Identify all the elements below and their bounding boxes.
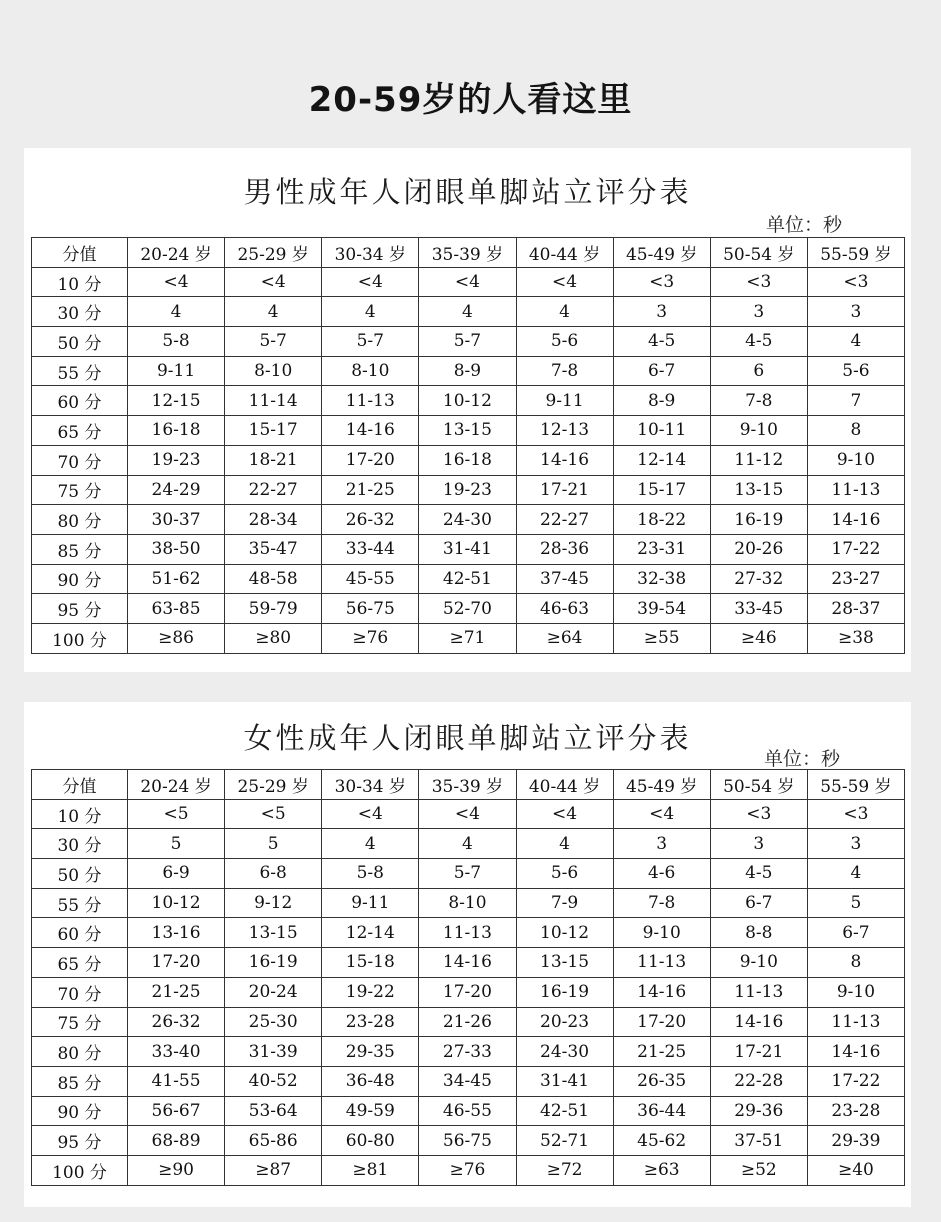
score-cell: 30 分 (32, 297, 128, 327)
seconds-range-cell: ≥87 (225, 1155, 322, 1185)
seconds-range-cell: 31-41 (516, 1066, 613, 1096)
seconds-range-cell: <4 (225, 267, 322, 297)
seconds-range-cell: 14-16 (419, 948, 516, 978)
seconds-range-cell: ≥81 (322, 1155, 419, 1185)
seconds-range-cell: 11-13 (322, 386, 419, 416)
seconds-range-cell: 3 (613, 297, 710, 327)
male-score-panel (24, 148, 911, 672)
seconds-range-cell: <4 (516, 267, 613, 297)
seconds-range-cell: 16-19 (516, 977, 613, 1007)
score-cell: 80 分 (32, 505, 128, 535)
seconds-range-cell: 9-10 (807, 977, 904, 1007)
seconds-range-cell: 5-7 (419, 859, 516, 889)
seconds-range-cell: 27-33 (419, 1037, 516, 1067)
seconds-range-cell: 17-20 (613, 1007, 710, 1037)
seconds-range-cell: 56-75 (322, 594, 419, 624)
seconds-range-cell: 39-54 (613, 594, 710, 624)
score-cell: 60 分 (32, 918, 128, 948)
seconds-range-cell: 45-62 (613, 1126, 710, 1156)
score-cell: 65 分 (32, 948, 128, 978)
seconds-range-cell: 5 (128, 829, 225, 859)
table-row (32, 356, 905, 386)
seconds-range-cell: 23-27 (807, 564, 904, 594)
seconds-range-cell: 8-10 (225, 356, 322, 386)
seconds-range-cell: 3 (710, 829, 807, 859)
seconds-range-cell: 5-6 (807, 356, 904, 386)
seconds-range-cell: 31-41 (419, 534, 516, 564)
seconds-range-cell: 16-19 (225, 948, 322, 978)
score-cell: 90 分 (32, 1096, 128, 1126)
seconds-range-cell: 51-62 (128, 564, 225, 594)
seconds-range-cell: ≥80 (225, 623, 322, 653)
seconds-range-cell: 63-85 (128, 594, 225, 624)
age-group-header: 30-34 岁 (322, 238, 419, 268)
seconds-range-cell: 14-16 (807, 505, 904, 535)
table-header-row (32, 770, 905, 800)
seconds-range-cell: 49-59 (322, 1096, 419, 1126)
male-score-table (31, 237, 905, 654)
seconds-range-cell: 26-32 (128, 1007, 225, 1037)
seconds-range-cell: 5-7 (322, 327, 419, 357)
seconds-range-cell: 9-12 (225, 888, 322, 918)
seconds-range-cell: 19-22 (322, 977, 419, 1007)
seconds-range-cell: <5 (225, 799, 322, 829)
seconds-range-cell: 4 (516, 297, 613, 327)
seconds-range-cell: 35-47 (225, 534, 322, 564)
score-cell: 65 分 (32, 416, 128, 446)
seconds-range-cell: 27-32 (710, 564, 807, 594)
seconds-range-cell: 3 (807, 829, 904, 859)
table-row (32, 534, 905, 564)
seconds-range-cell: 15-18 (322, 948, 419, 978)
seconds-range-cell: 8 (807, 948, 904, 978)
seconds-range-cell: ≥86 (128, 623, 225, 653)
seconds-range-cell: 9-11 (322, 888, 419, 918)
seconds-range-cell: 28-36 (516, 534, 613, 564)
seconds-range-cell: 9-10 (807, 445, 904, 475)
seconds-range-cell: 21-25 (322, 475, 419, 505)
seconds-range-cell: 17-22 (807, 1066, 904, 1096)
female-score-table (31, 769, 905, 1186)
score-cell: 75 分 (32, 475, 128, 505)
seconds-range-cell: 8-9 (419, 356, 516, 386)
seconds-range-cell: <4 (128, 267, 225, 297)
seconds-range-cell: 9-11 (128, 356, 225, 386)
seconds-range-cell: 22-28 (710, 1066, 807, 1096)
seconds-range-cell: 5-7 (225, 327, 322, 357)
table-row (32, 386, 905, 416)
seconds-range-cell: <3 (807, 799, 904, 829)
seconds-range-cell: ≥90 (128, 1155, 225, 1185)
seconds-range-cell: 17-20 (322, 445, 419, 475)
table-row (32, 888, 905, 918)
seconds-range-cell: 8-8 (710, 918, 807, 948)
seconds-range-cell: 6-7 (710, 888, 807, 918)
age-group-header: 30-34 岁 (322, 770, 419, 800)
score-cell: 95 分 (32, 1126, 128, 1156)
seconds-range-cell: 24-29 (128, 475, 225, 505)
age-group-header: 45-49 岁 (613, 770, 710, 800)
female-score-panel (24, 702, 911, 1207)
seconds-range-cell: 7-8 (710, 386, 807, 416)
age-group-header: 50-54 岁 (710, 238, 807, 268)
seconds-range-cell: 6-8 (225, 859, 322, 889)
seconds-range-cell: 36-48 (322, 1066, 419, 1096)
table-row (32, 623, 905, 653)
seconds-range-cell: ≥72 (516, 1155, 613, 1185)
seconds-range-cell: 11-13 (419, 918, 516, 948)
seconds-range-cell: 56-67 (128, 1096, 225, 1126)
seconds-range-cell: 9-10 (710, 416, 807, 446)
seconds-range-cell: 45-55 (322, 564, 419, 594)
seconds-range-cell: 5-8 (128, 327, 225, 357)
seconds-range-cell: 13-15 (419, 416, 516, 446)
seconds-range-cell: 52-71 (516, 1126, 613, 1156)
seconds-range-cell: 46-63 (516, 594, 613, 624)
age-group-header: 25-29 岁 (225, 238, 322, 268)
seconds-range-cell: 13-15 (710, 475, 807, 505)
seconds-range-cell: 42-51 (419, 564, 516, 594)
seconds-range-cell: ≥55 (613, 623, 710, 653)
seconds-range-cell: 8-10 (322, 356, 419, 386)
seconds-range-cell: 34-45 (419, 1066, 516, 1096)
seconds-range-cell: 20-24 (225, 977, 322, 1007)
seconds-range-cell: 12-15 (128, 386, 225, 416)
age-group-header: 55-59 岁 (807, 238, 904, 268)
page-title: 20-59岁的人看这里 (308, 80, 633, 120)
table-row (32, 918, 905, 948)
seconds-range-cell: ≥40 (807, 1155, 904, 1185)
seconds-range-cell: 4 (419, 297, 516, 327)
seconds-range-cell: 15-17 (225, 416, 322, 446)
age-group-header: 40-44 岁 (516, 238, 613, 268)
table-row (32, 416, 905, 446)
seconds-range-cell: 11-13 (807, 475, 904, 505)
seconds-range-cell: <3 (613, 267, 710, 297)
table-row (32, 297, 905, 327)
seconds-range-cell: 13-15 (225, 918, 322, 948)
seconds-range-cell: 52-70 (419, 594, 516, 624)
seconds-range-cell: 14-16 (613, 977, 710, 1007)
seconds-range-cell: 14-16 (322, 416, 419, 446)
seconds-range-cell: 17-21 (710, 1037, 807, 1067)
seconds-range-cell: 25-30 (225, 1007, 322, 1037)
seconds-range-cell: 14-16 (807, 1037, 904, 1067)
seconds-range-cell: 7-8 (613, 888, 710, 918)
seconds-range-cell: 12-14 (613, 445, 710, 475)
seconds-range-cell: 41-55 (128, 1066, 225, 1096)
seconds-range-cell: 24-30 (419, 505, 516, 535)
seconds-range-cell: 32-38 (613, 564, 710, 594)
seconds-range-cell: 6-9 (128, 859, 225, 889)
seconds-range-cell: 4 (807, 327, 904, 357)
seconds-range-cell: 37-45 (516, 564, 613, 594)
seconds-range-cell: 16-18 (128, 416, 225, 446)
seconds-range-cell: 20-26 (710, 534, 807, 564)
score-cell: 90 分 (32, 564, 128, 594)
seconds-range-cell: ≥63 (613, 1155, 710, 1185)
female-unit-label: 单位：秒 (764, 748, 841, 770)
age-group-header: 20-24 岁 (128, 238, 225, 268)
table-row (32, 445, 905, 475)
seconds-range-cell: 19-23 (419, 475, 516, 505)
seconds-range-cell: 4 (516, 829, 613, 859)
table-row (32, 267, 905, 297)
seconds-range-cell: 60-80 (322, 1126, 419, 1156)
seconds-range-cell: 5-7 (419, 327, 516, 357)
seconds-range-cell: 13-15 (516, 948, 613, 978)
age-group-header: 25-29 岁 (225, 770, 322, 800)
seconds-range-cell: 14-16 (710, 1007, 807, 1037)
table-row (32, 594, 905, 624)
seconds-range-cell: 29-35 (322, 1037, 419, 1067)
seconds-range-cell: 9-11 (516, 386, 613, 416)
score-cell: 85 分 (32, 1066, 128, 1096)
seconds-range-cell: 3 (613, 829, 710, 859)
seconds-range-cell: 11-14 (225, 386, 322, 416)
score-cell: 55 分 (32, 356, 128, 386)
score-cell: 70 分 (32, 445, 128, 475)
seconds-range-cell: 48-58 (225, 564, 322, 594)
seconds-range-cell: 18-21 (225, 445, 322, 475)
table-row (32, 799, 905, 829)
seconds-range-cell: 12-14 (322, 918, 419, 948)
seconds-range-cell: 7 (807, 386, 904, 416)
score-cell: 85 分 (32, 534, 128, 564)
seconds-range-cell: 20-23 (516, 1007, 613, 1037)
seconds-range-cell: 6-7 (807, 918, 904, 948)
table-row (32, 859, 905, 889)
seconds-range-cell: ≥38 (807, 623, 904, 653)
seconds-range-cell: 11-13 (807, 1007, 904, 1037)
seconds-range-cell: 28-34 (225, 505, 322, 535)
seconds-range-cell: 8 (807, 416, 904, 446)
seconds-range-cell: 9-10 (710, 948, 807, 978)
seconds-range-cell: 12-13 (516, 416, 613, 446)
table-row (32, 475, 905, 505)
seconds-range-cell: 7-8 (516, 356, 613, 386)
score-column-header: 分值 (32, 770, 128, 800)
score-cell: 10 分 (32, 799, 128, 829)
seconds-range-cell: 22-27 (225, 475, 322, 505)
seconds-range-cell: 21-25 (128, 977, 225, 1007)
seconds-range-cell: <4 (322, 267, 419, 297)
seconds-range-cell: ≥71 (419, 623, 516, 653)
seconds-range-cell: 11-13 (710, 977, 807, 1007)
seconds-range-cell: <4 (613, 799, 710, 829)
age-group-header: 45-49 岁 (613, 238, 710, 268)
seconds-range-cell: 7-9 (516, 888, 613, 918)
age-group-header: 40-44 岁 (516, 770, 613, 800)
score-cell: 100 分 (32, 623, 128, 653)
seconds-range-cell: 10-11 (613, 416, 710, 446)
table-row (32, 564, 905, 594)
seconds-range-cell: ≥76 (322, 623, 419, 653)
seconds-range-cell: 31-39 (225, 1037, 322, 1067)
seconds-range-cell: 5-6 (516, 327, 613, 357)
score-cell: 50 分 (32, 859, 128, 889)
seconds-range-cell: 17-21 (516, 475, 613, 505)
table-row (32, 1007, 905, 1037)
age-group-header: 55-59 岁 (807, 770, 904, 800)
seconds-range-cell: 36-44 (613, 1096, 710, 1126)
seconds-range-cell: 68-89 (128, 1126, 225, 1156)
seconds-range-cell: ≥52 (710, 1155, 807, 1185)
seconds-range-cell: <4 (516, 799, 613, 829)
seconds-range-cell: 17-22 (807, 534, 904, 564)
seconds-range-cell: 14-16 (516, 445, 613, 475)
seconds-range-cell: 5 (225, 829, 322, 859)
seconds-range-cell: 11-12 (710, 445, 807, 475)
seconds-range-cell: 26-35 (613, 1066, 710, 1096)
seconds-range-cell: 46-55 (419, 1096, 516, 1126)
score-cell: 95 分 (32, 594, 128, 624)
score-cell: 50 分 (32, 327, 128, 357)
seconds-range-cell: 26-32 (322, 505, 419, 535)
seconds-range-cell: 23-28 (807, 1096, 904, 1126)
seconds-range-cell: 6-7 (613, 356, 710, 386)
seconds-range-cell: 4 (322, 297, 419, 327)
seconds-range-cell: 33-40 (128, 1037, 225, 1067)
seconds-range-cell: 33-44 (322, 534, 419, 564)
seconds-range-cell: <4 (419, 267, 516, 297)
age-group-header: 20-24 岁 (128, 770, 225, 800)
age-group-header: 35-39 岁 (419, 770, 516, 800)
seconds-range-cell: 30-37 (128, 505, 225, 535)
seconds-range-cell: <5 (128, 799, 225, 829)
seconds-range-cell: 10-12 (128, 888, 225, 918)
score-cell: 30 分 (32, 829, 128, 859)
seconds-range-cell: 59-79 (225, 594, 322, 624)
seconds-range-cell: 10-12 (516, 918, 613, 948)
score-cell: 80 分 (32, 1037, 128, 1067)
table-row (32, 1155, 905, 1185)
seconds-range-cell: 10-12 (419, 386, 516, 416)
seconds-range-cell: 33-45 (710, 594, 807, 624)
seconds-range-cell: 4 (807, 859, 904, 889)
table-header-row (32, 238, 905, 268)
seconds-range-cell: 5-6 (516, 859, 613, 889)
seconds-range-cell: 21-25 (613, 1037, 710, 1067)
seconds-range-cell: 15-17 (613, 475, 710, 505)
seconds-range-cell: 8-9 (613, 386, 710, 416)
seconds-range-cell: 3 (807, 297, 904, 327)
seconds-range-cell: 3 (710, 297, 807, 327)
female-table-title: 女性成年人闭眼单脚站立评分表 (243, 721, 692, 755)
seconds-range-cell: 37-51 (710, 1126, 807, 1156)
seconds-range-cell: 4 (128, 297, 225, 327)
table-row (32, 1126, 905, 1156)
age-group-header: 50-54 岁 (710, 770, 807, 800)
seconds-range-cell: 23-28 (322, 1007, 419, 1037)
seconds-range-cell: 6 (710, 356, 807, 386)
seconds-range-cell: 18-22 (613, 505, 710, 535)
seconds-range-cell: 17-20 (419, 977, 516, 1007)
score-column-header: 分值 (32, 238, 128, 268)
seconds-range-cell: <4 (419, 799, 516, 829)
score-cell: 55 分 (32, 888, 128, 918)
seconds-range-cell: 53-64 (225, 1096, 322, 1126)
seconds-range-cell: <3 (710, 267, 807, 297)
male-table-title: 男性成年人闭眼单脚站立评分表 (243, 175, 692, 209)
seconds-range-cell: 4-5 (710, 327, 807, 357)
seconds-range-cell: 29-39 (807, 1126, 904, 1156)
seconds-range-cell: 40-52 (225, 1066, 322, 1096)
seconds-range-cell: 21-26 (419, 1007, 516, 1037)
seconds-range-cell: 5-8 (322, 859, 419, 889)
table-row (32, 829, 905, 859)
seconds-range-cell: ≥46 (710, 623, 807, 653)
seconds-range-cell: 13-16 (128, 918, 225, 948)
seconds-range-cell: 56-75 (419, 1126, 516, 1156)
seconds-range-cell: 16-18 (419, 445, 516, 475)
age-group-header: 35-39 岁 (419, 238, 516, 268)
seconds-range-cell: 4 (225, 297, 322, 327)
seconds-range-cell: 4-6 (613, 859, 710, 889)
score-cell: 60 分 (32, 386, 128, 416)
seconds-range-cell: 4 (419, 829, 516, 859)
table-row (32, 1096, 905, 1126)
seconds-range-cell: <4 (322, 799, 419, 829)
seconds-range-cell: 5 (807, 888, 904, 918)
seconds-range-cell: 4-5 (710, 859, 807, 889)
seconds-range-cell: 11-13 (613, 948, 710, 978)
seconds-range-cell: 16-19 (710, 505, 807, 535)
table-row (32, 1066, 905, 1096)
seconds-range-cell: ≥76 (419, 1155, 516, 1185)
table-row (32, 327, 905, 357)
seconds-range-cell: 19-23 (128, 445, 225, 475)
seconds-range-cell: 65-86 (225, 1126, 322, 1156)
table-row (32, 1037, 905, 1067)
seconds-range-cell: 28-37 (807, 594, 904, 624)
table-row (32, 977, 905, 1007)
seconds-range-cell: <3 (710, 799, 807, 829)
score-cell: 75 分 (32, 1007, 128, 1037)
seconds-range-cell: 4 (322, 829, 419, 859)
seconds-range-cell: 24-30 (516, 1037, 613, 1067)
seconds-range-cell: 23-31 (613, 534, 710, 564)
seconds-range-cell: 22-27 (516, 505, 613, 535)
score-cell: 100 分 (32, 1155, 128, 1185)
seconds-range-cell: 42-51 (516, 1096, 613, 1126)
seconds-range-cell: 8-10 (419, 888, 516, 918)
seconds-range-cell: ≥64 (516, 623, 613, 653)
seconds-range-cell: 29-36 (710, 1096, 807, 1126)
seconds-range-cell: 17-20 (128, 948, 225, 978)
table-row (32, 505, 905, 535)
score-cell: 70 分 (32, 977, 128, 1007)
seconds-range-cell: 4-5 (613, 327, 710, 357)
score-cell: 10 分 (32, 267, 128, 297)
seconds-range-cell: 9-10 (613, 918, 710, 948)
table-row (32, 948, 905, 978)
seconds-range-cell: <3 (807, 267, 904, 297)
seconds-range-cell: 38-50 (128, 534, 225, 564)
male-unit-label: 单位：秒 (766, 214, 843, 236)
